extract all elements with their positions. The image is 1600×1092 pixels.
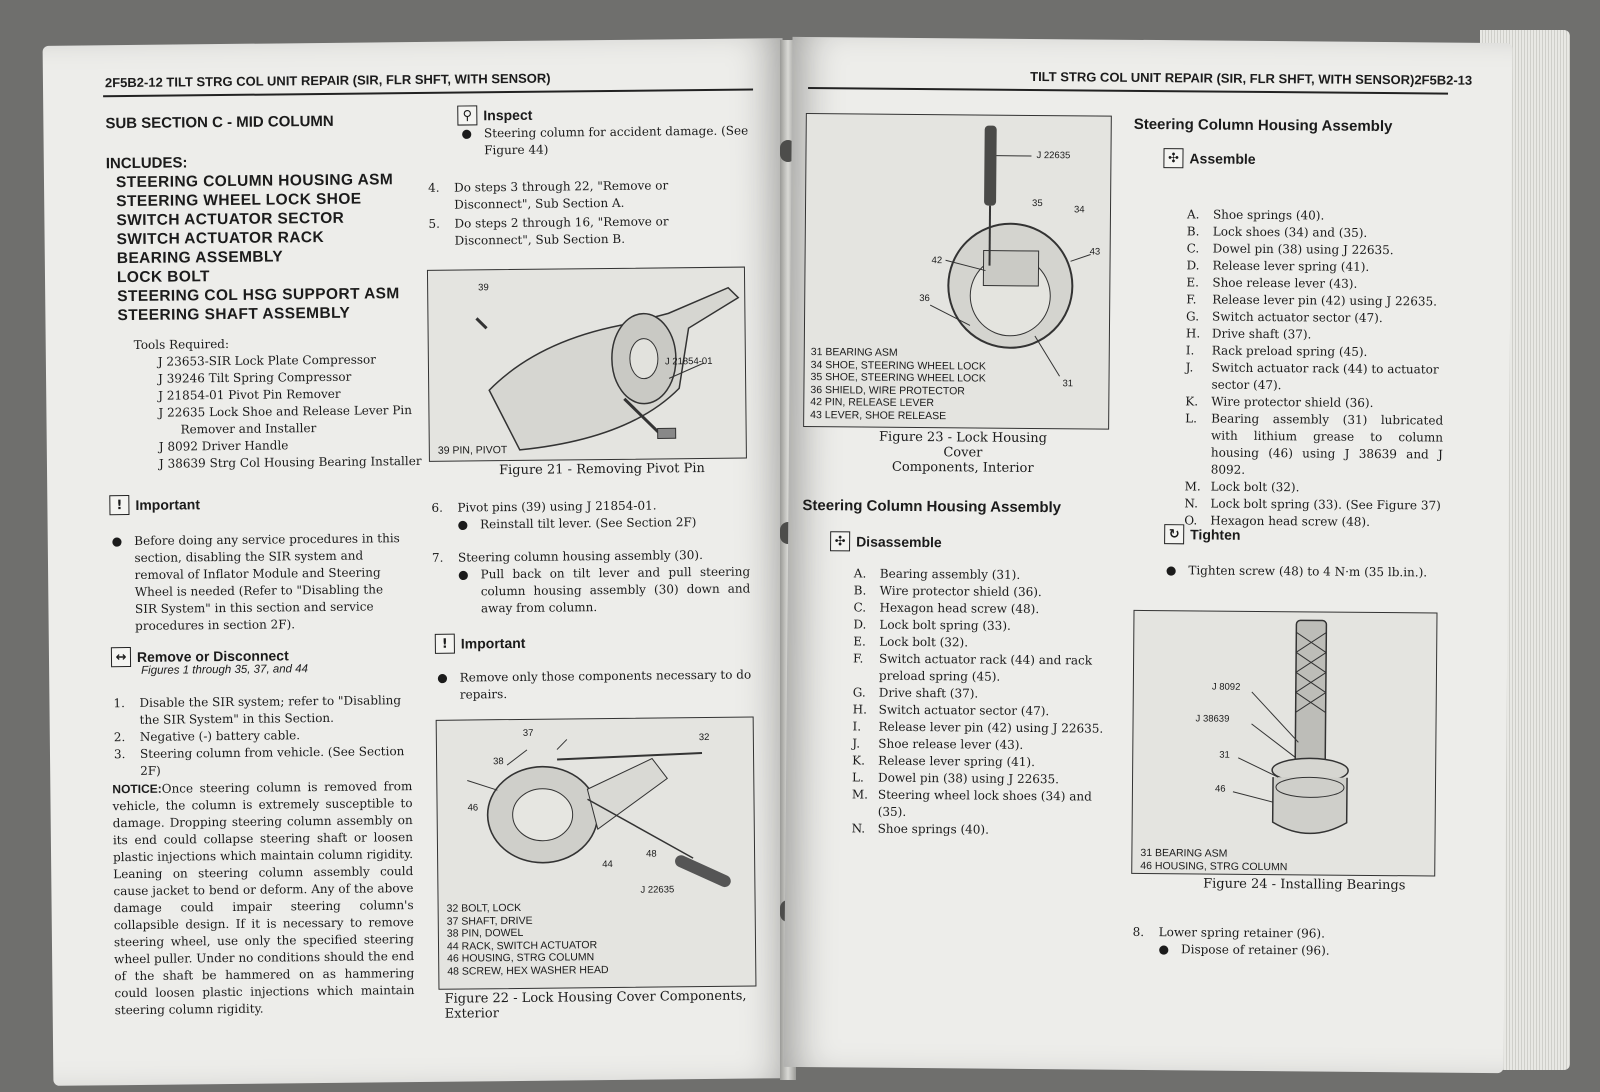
- step-row: 2. Negative (-) battery cable.: [113, 728, 301, 745]
- figure-legend: [1140, 847, 1287, 873]
- callout-label: 48: [646, 848, 657, 860]
- list-item: N. Lock bolt spring (33). (See Figure 37): [1184, 496, 1441, 513]
- list-item: I. Rack preload spring (45).: [1185, 343, 1368, 359]
- step-row: 1. Disable the SIR system; refer to "Disabling the SIR System" in this Section.: [113, 693, 402, 727]
- legend-item: 31 BEARING ASM: [1140, 846, 1228, 860]
- legend-item: 46 HOUSING, STRG COLUMN: [447, 951, 595, 965]
- disassemble-list: [852, 565, 1116, 839]
- torque-wrench-icon: ↻: [1164, 524, 1184, 544]
- includes-item: SWITCH ACTUATOR SECTOR: [116, 209, 345, 230]
- legend-item: 37 SHAFT, DRIVE: [446, 914, 533, 928]
- callout-label: J 8092: [1211, 681, 1241, 693]
- callout-label: 34: [1073, 204, 1085, 216]
- includes-item: STEERING COLUMN HOUSING ASM: [115, 171, 394, 192]
- list-item: D. Release lever spring (41).: [1186, 258, 1370, 274]
- disassemble-icon: ✣: [830, 531, 850, 551]
- list-item: K. Release lever spring (41).: [852, 753, 1036, 770]
- list-item: J. Switch actuator rack (44) to actuator sector (47).: [1185, 360, 1439, 393]
- figure-legend: [438, 444, 508, 457]
- tighten-heading: [1164, 524, 1240, 545]
- callout-label: 31: [1219, 749, 1230, 761]
- figure-23-caption: Figure 23 - Lock Housing Cover Components, Interior: [878, 429, 1048, 476]
- step-8: 8. Lower spring retainer (96). ● Dispose of retainer (96).: [1132, 924, 1330, 958]
- legend-item: 43 LEVER, SHOE RELEASE: [810, 408, 947, 422]
- housing-title-left: Steering Column Housing Assembly: [802, 496, 1062, 517]
- tool-item: J 39246 Tilt Spring Compressor: [157, 369, 352, 386]
- tool-item: J 8092 Driver Handle: [158, 438, 289, 454]
- notice-paragraph: [112, 778, 414, 1019]
- assemble-title: Assemble: [1189, 150, 1256, 167]
- list-item: F. Release lever pin (42) using J 22635.: [1186, 292, 1438, 309]
- tool-item: J 22635 Lock Shoe and Release Lever Pin: [158, 403, 413, 420]
- legend-item: 32 BOLT, LOCK: [446, 901, 522, 915]
- includes-item: STEERING SHAFT ASSEMBLY: [117, 304, 351, 325]
- list-item: F. Switch actuator rack (44) and rack preload spring (45).: [853, 651, 1093, 684]
- remove-disconnect-icon: ↔: [111, 647, 131, 667]
- callout-label: 43: [1089, 246, 1101, 258]
- inspect-item: ● Steering column for accident damage. (See Figure 44): [461, 123, 749, 158]
- housing-title-right: Steering Column Housing Assembly: [1133, 115, 1393, 136]
- includes-item: SWITCH ACTUATOR RACK: [116, 228, 325, 249]
- callout-label: 38: [493, 756, 504, 768]
- list-item: A. Shoe springs (40).: [1186, 207, 1325, 223]
- steps-4-5: [428, 177, 749, 250]
- notice-label: NOTICE:: [112, 781, 162, 797]
- tools-list: [158, 351, 422, 473]
- assemble-icon: ✣: [1163, 148, 1183, 168]
- figure-22-caption: Figure 22 - Lock Housing Cover Components, Exterior: [444, 988, 747, 1022]
- legend-item: 48 SCREW, HEX WASHER HEAD: [447, 963, 609, 978]
- list-item: N. Shoe springs (40).: [851, 821, 990, 837]
- remove-steps: [113, 692, 414, 780]
- legend-item: 31 BEARING ASM: [810, 346, 898, 359]
- figure-21: [427, 267, 747, 462]
- tighten-title: Tighten: [1190, 526, 1241, 543]
- figure-23: [803, 113, 1112, 430]
- legend-item: 39 PIN, PIVOT: [437, 444, 508, 457]
- important-icon: !: [109, 495, 129, 515]
- assemble-list: [1184, 206, 1445, 531]
- list-item: G. Drive shaft (37).: [852, 685, 979, 701]
- list-item: I. Release lever pin (42) using J 22635.: [852, 719, 1104, 736]
- tighten-item: ● Tighten screw (48) to 4 N·m (35 lb.in.).: [1165, 563, 1428, 580]
- legend-item: 38 PIN, DOWEL: [446, 926, 524, 940]
- list-item: K. Wire protector shield (36).: [1185, 394, 1374, 410]
- list-item: H. Switch actuator sector (47).: [852, 702, 1050, 719]
- tool-item: J 23653-SIR Lock Plate Compressor: [157, 352, 377, 369]
- callout-label: J 22635: [640, 884, 675, 896]
- header-rule: [103, 88, 753, 97]
- callout-label: J 21854-01: [664, 355, 713, 368]
- list-item: E. Shoe release lever (43).: [1186, 275, 1358, 291]
- legend-item: 36 SHIELD, WIRE PROTECTOR: [810, 383, 965, 397]
- list-item: M. Lock bolt (32).: [1184, 479, 1300, 495]
- tools-label: Tools Required:: [133, 336, 230, 352]
- disassemble-heading: [830, 531, 942, 552]
- callout-label: 39: [478, 282, 489, 294]
- sub-section-title: SUB SECTION C - MID COLUMN: [105, 112, 334, 133]
- inspect-title: Inspect: [483, 106, 533, 124]
- list-item: L. Dowel pin (38) using J 22635.: [851, 770, 1060, 787]
- left-page: [43, 38, 794, 1086]
- figure-24: [1131, 610, 1437, 877]
- installing-bearings-illustration: [1132, 611, 1438, 878]
- tool-item: J 38639 Strg Col Housing Bearing Installer: [158, 453, 422, 471]
- includes-item: STEERING COL HSG SUPPORT ASM: [117, 285, 400, 306]
- callout-label: 37: [522, 727, 534, 739]
- tool-item: J 21854-01 Pivot Pin Remover: [158, 386, 341, 403]
- list-item: C. Dowel pin (38) using J 22635.: [1186, 241, 1394, 258]
- includes-item: BEARING ASSEMBLY: [116, 248, 284, 268]
- list-item: E. Lock bolt (32).: [853, 634, 969, 650]
- list-item: L. Bearing assembly (31) lubricated with lithium grease to column housing (46) using J 38639 and J 8092.: [1185, 411, 1444, 477]
- callout-label: 32: [698, 731, 710, 744]
- important-note-2: ● Remove only those components necessary to do repairs.: [437, 667, 752, 702]
- list-item: B. Lock shoes (34) and (35).: [1186, 224, 1368, 240]
- legend-item: 35 SHOE, STEERING WHEEL LOCK: [810, 371, 986, 385]
- list-item: M. Steering wheel lock shoes (34) and (35).: [851, 787, 1092, 819]
- includes-label: INCLUDES:: [105, 154, 188, 173]
- figure-22: [436, 716, 757, 989]
- disassemble-title: Disassemble: [856, 533, 942, 551]
- list-item: A. Bearing assembly (31).: [853, 566, 1021, 582]
- inspect-heading: [457, 105, 532, 126]
- important-title: Important: [135, 496, 201, 513]
- step-row: 3. Steering column from vehicle. (See Section 2F): [113, 744, 405, 778]
- right-page: [784, 37, 1513, 1073]
- callout-label: 46: [1214, 783, 1226, 795]
- right-running-head: TILT STRG COL UNIT REPAIR (SIR, FLR SHFT, WITH SENSOR)2F5B2-13: [1030, 68, 1473, 88]
- figure-24-caption: Figure 24 - Installing Bearings: [1203, 876, 1406, 894]
- step-row: 4. Do steps 3 through 22, "Remove or Disconnect", Sub Section A.: [428, 178, 669, 212]
- figure-legend: [810, 346, 986, 423]
- important-heading: [109, 494, 200, 515]
- callout-label: J 38639: [1195, 713, 1230, 725]
- list-item: C. Hexagon head screw (48).: [853, 600, 1040, 617]
- legend-item: 46 HOUSING, STRG COLUMN: [1140, 859, 1288, 873]
- step-row: 5. Do steps 2 through 16, "Remove or Disconnect", Sub Section B.: [428, 214, 669, 248]
- step-6: 6. Pivot pins (39) using J 21854-01. ● Reinstall tilt lever. (See Section 2F): [431, 498, 697, 532]
- important-icon: !: [435, 634, 455, 654]
- list-item: J. Shoe release lever (43).: [852, 736, 1024, 752]
- step-7: 7. Steering column housing assembly (30). ● Pull back on tilt lever and pull steering column housing assembly (30) down and away from column.: [431, 548, 751, 616]
- important-heading-2: [435, 633, 526, 654]
- important-text: Before doing any service procedures in this section, disabling the SIR system and removal of Inflator Module and Steering Wheel is needed (Refer to "Disabling the SIR System" in this section and service procedures in section 2F).: [134, 531, 400, 633]
- callout-label: 36: [919, 292, 930, 305]
- list-item: D. Lock bolt spring (33).: [853, 617, 1011, 633]
- includes-item: STEERING WHEEL LOCK SHOE: [116, 190, 362, 211]
- inspect-icon: ⚲: [457, 105, 477, 125]
- figure-legend: [447, 901, 609, 978]
- important-title: Important: [460, 634, 526, 652]
- figure-21-caption: Figure 21 - Removing Pivot Pin: [498, 460, 705, 479]
- assemble-heading: [1163, 148, 1255, 169]
- left-running-head: 2F5B2-12 TILT STRG COL UNIT REPAIR (SIR, FLR SHFT, WITH SENSOR): [104, 70, 551, 91]
- callout-label: 44: [602, 858, 613, 871]
- notice-text: Once steering column is removed from vehicle, the column is extremely susceptible to damage. Dropping steering column assembly on its end could collapse steering shaft or loosen plastic injections which maintain column rigidity. Leaning on steering column assembly could cause jacket to bend or deform. Any of the above damage could impair steering column's collapsible design. If it is necessary to remove steering wheel, use only the specified steering wheel puller. Under no conditions should the end of the shaft be hammered on as hammering could loosen plastic injections which maintain steering column rigidity.: [112, 779, 415, 1018]
- includes-item: LOCK BOLT: [116, 268, 210, 287]
- list-item: B. Wire protector shield (36).: [853, 583, 1042, 600]
- list-item: H. Drive shaft (37).: [1185, 326, 1312, 342]
- callout-label: 31: [1062, 378, 1074, 390]
- important-note: [112, 530, 409, 635]
- header-rule: [808, 87, 1448, 95]
- callout-label: J 22635: [1036, 150, 1071, 162]
- includes-list: [116, 170, 400, 325]
- legend-item: 44 RACK, SWITCH ACTUATOR: [446, 938, 598, 953]
- remove-title: Remove or Disconnect: [136, 647, 289, 665]
- callout-label: 42: [931, 255, 943, 267]
- legend-item: 42 PIN, RELEASE LEVER: [810, 396, 935, 410]
- bullet-icon: ●: [111, 534, 123, 549]
- list-item: O. Hexagon head screw (48).: [1184, 513, 1371, 529]
- legend-item: 34 SHOE, STEERING WHEEL LOCK: [810, 358, 986, 373]
- tool-item: Remover and Installer: [180, 421, 317, 437]
- remove-subtitle: Figures 1 through 35, 37, and 44: [141, 663, 309, 677]
- list-item: G. Switch actuator sector (47).: [1186, 309, 1383, 326]
- callout-label: 35: [1032, 197, 1043, 210]
- callout-label: 46: [467, 802, 479, 814]
